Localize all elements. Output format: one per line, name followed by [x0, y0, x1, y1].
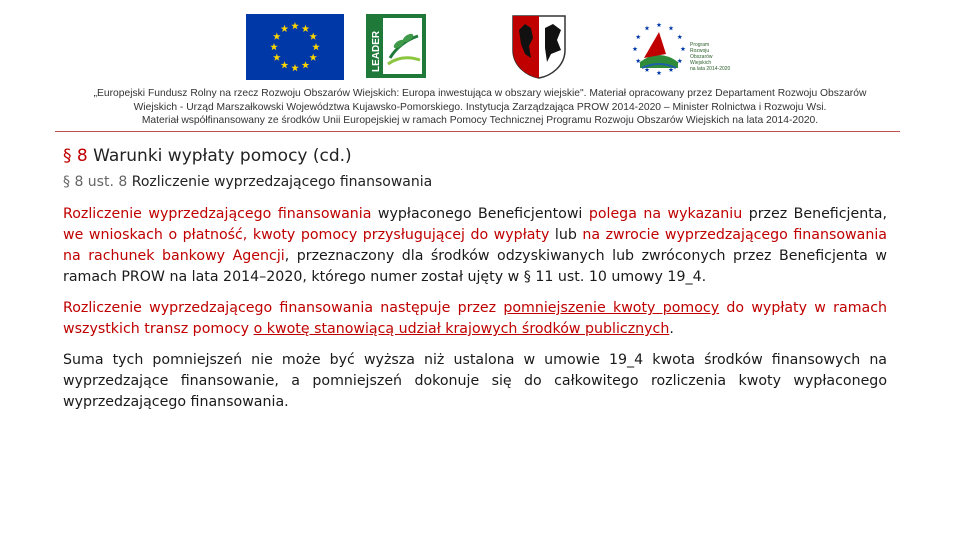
paragraph-settlement-limit: Suma tych pomniejszeń nie może być wyższa niż ustalona w umowie 19_4 kwota środków finansowych na wyprzedzające finansowanie, a pomniejszeń dokonuje się do całkowitego rozliczenia kwoty wypłaconego wyprzedzającego finansowania.: [63, 352, 887, 410]
star-icon: [633, 46, 638, 51]
logo-bar: [0, 14, 960, 80]
leader-logo-text: LEADER: [371, 30, 382, 72]
coat-of-arms-icon: [511, 14, 567, 80]
title-section-number: § 8: [63, 146, 88, 166]
paragraph-settlement-method: Rozliczenie wyprzedzającego finansowania następuje przez pomniejszenie kwoty pomocy do wypłaty w ramach wszystkich transz pomocy o kwotę stanowiącą udział krajowych środków publicznych.: [63, 300, 887, 337]
star-icon: [636, 34, 641, 39]
title-text: Warunki wypłaty pomocy (cd.): [87, 146, 352, 166]
funding-disclaimer: [55, 87, 905, 128]
disclaimer-line: Wiejskich - Urząd Marszałkowski Województwa Kujawsko-Pomorskiego. Instytucja Zarządzająca PROW 2014-2020 – Minister Rolnictwa i Rozwoju Wsi.: [133, 101, 827, 113]
slide-content: [63, 140, 887, 423]
star-icon: [636, 58, 641, 63]
star-icon: [677, 58, 682, 63]
star-icon: [657, 70, 662, 75]
slide-subtitle: [63, 174, 887, 190]
header-divider: [55, 131, 900, 132]
leader-logo-icon: [366, 14, 426, 78]
eu-flag-icon: [246, 14, 344, 80]
subtitle-reference: § 8 ust. 8: [63, 174, 128, 190]
star-icon: [677, 34, 682, 39]
paragraph-settlement-definition: Rozliczenie wyprzedzającego finansowania wypłaconego Beneficjentowi polega na wykazaniu przez Beneficjenta, we wnioskach o płatność, kwoty pomocy przysługującej do wypłaty lub na zwrocie wyprzedzającego finansowania na rachunek bankowy Agencji, przeznaczony dla środków odzyskiwanych lub zwróconych przez Beneficjenta w ramach PROW na lata 2014–2020, którego numer został ujęty w § 11 ust. 10 umowy 19_4.: [63, 206, 887, 285]
disclaimer-line: „Europejski Fundusz Rolny na rzecz Rozwoju Obszarów Wiejskich: Europa inwestująca w obszary wiejskie". Materiał opracowany przez Departament Rozwoju Obszarów: [93, 88, 867, 99]
subtitle-text: Rozliczenie wyprzedzającego finansowania: [127, 174, 433, 190]
star-icon: [681, 46, 686, 51]
prow-logo-text: Program Rozwoju Obszarów Wiejskich na lata 2014-2020: [690, 42, 731, 72]
slide-title: [63, 146, 887, 166]
disclaimer-line: Materiał współfinansowany ze środków Unii Europejskiej w ramach Pomocy Technicznej Programu Rozwoju Obszarów Wiejskich na lata 2014-2020.: [141, 115, 819, 126]
star-icon: [657, 22, 662, 27]
